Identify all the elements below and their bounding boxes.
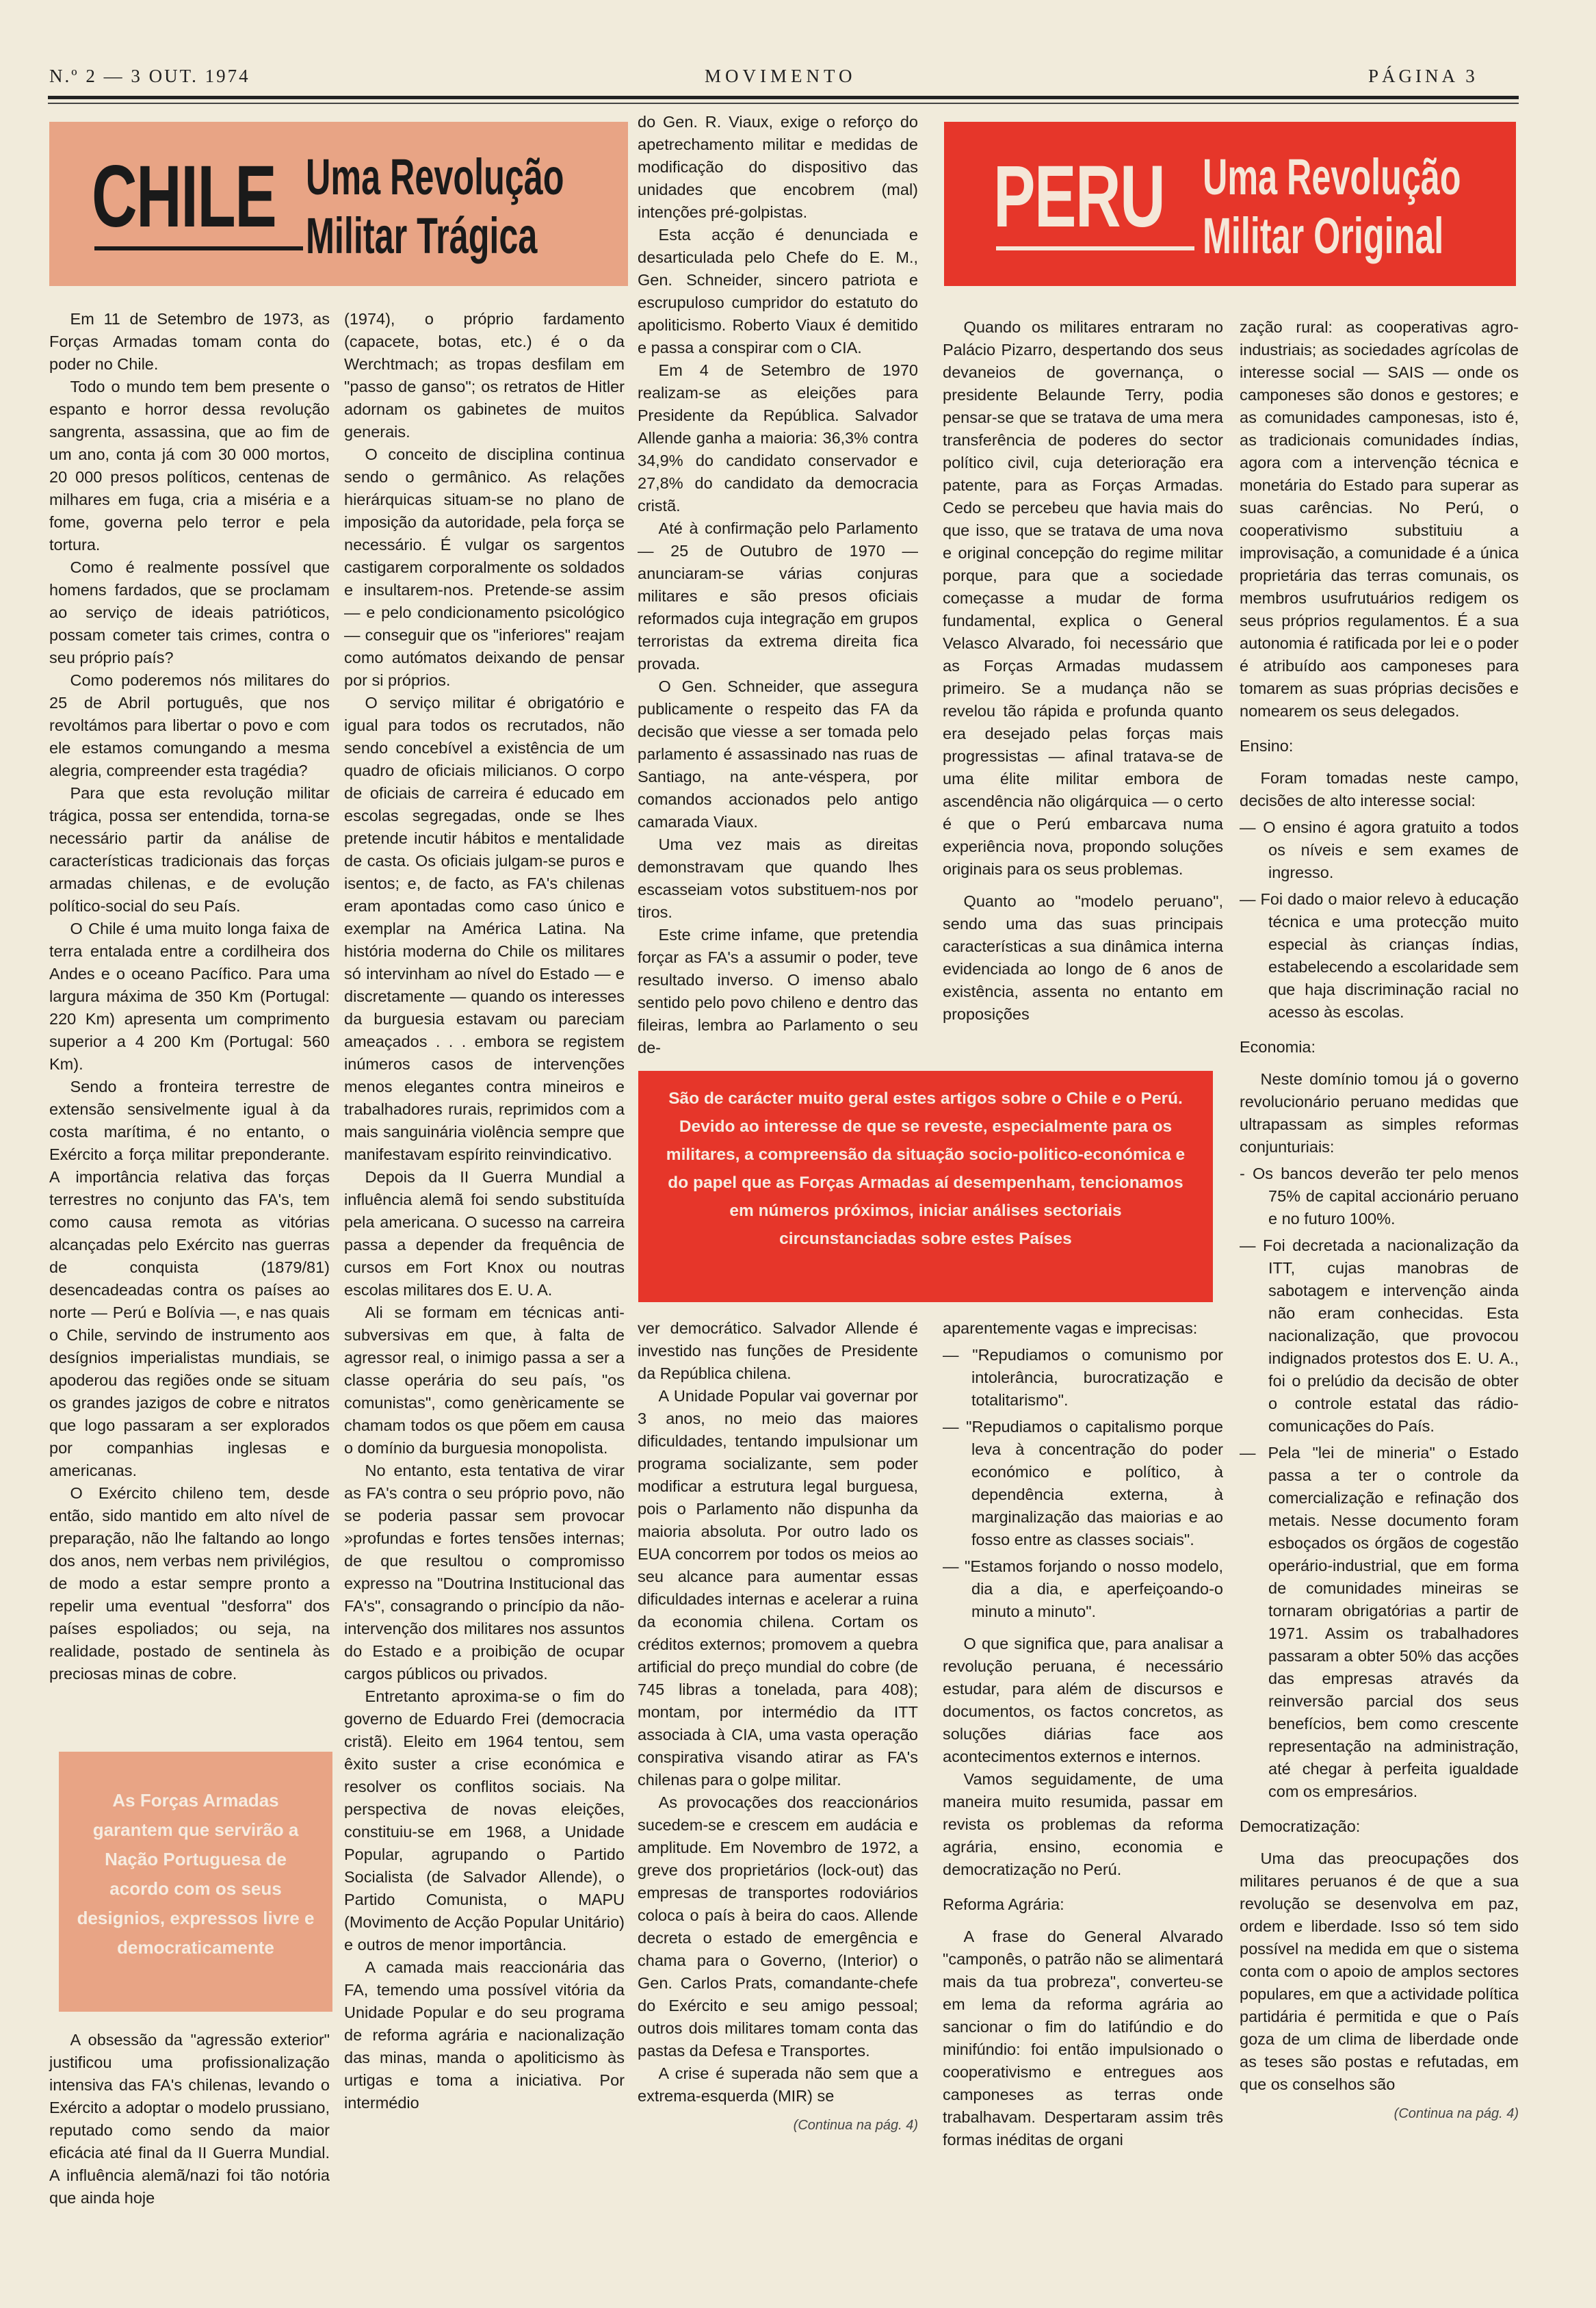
chile-callout-box (59, 1752, 332, 2012)
paragraph: Neste domínio tomou já o governo revolucionário peruano medidas que ultrapassam as simples reformas conjunturiais: (1240, 1070, 1519, 1156)
list-item: — "Estamos forjando o nosso modelo, dia a dia, e aperfeiçoando-o minuto a minuto". (943, 1557, 1223, 1620)
list-item: - Os bancos deverão ter pelo menos 75% de capital accionário peruano e no futuro 100%. (1240, 1165, 1519, 1228)
chile-column-3-bottom (638, 1317, 918, 2137)
section-label-economia: Economia: (1240, 1038, 1316, 1056)
paragraph: Como poderemos nós militares do 25 de Abril português, que nos revoltámos para libertar o povo e com ele estamos comungando a mesma alegria, compreender esta tragédia? (49, 671, 330, 779)
chile-subtitle-2: Militar Trágica (306, 207, 538, 264)
paragraph: Quando os militares entraram no Palácio Pizarro, despertando dos seus devaneios de governança, o presidente Belaunde Terry, podia pensar-se que se tratava de uma mera transferência de poderes do sector político civil, cuja deterioração era patente, para as Forças Armadas. Cedo se percebeu que havia mais do que isso, que se tratava de uma nova e original concepção do regime militar porque, para que a sociedade começasse a mudar de forma fundamental, explica o General Velasco Alvarado, foi necessário que as Forças Armadas mudassem primeiro. Se a mudança não se revelou tão rápida e profunda quanto era desejado pelas forças mais progressistas — afinal tratava-se de uma élite militar embora de ascendência não oligárquica — o certo é que o Perú embarcava numa experiência nova, propondo soluções originais para os seus problemas. (943, 318, 1223, 878)
paragraph: Entretanto aproxima-se o fim do governo de Eduardo Frei (democracia cristã). Eleito em 1964 tentou, sem êxito suster a crise económica e resolver os conflitos sociais. Na perspectiva de novas eleições, constituiu-se em 1968, a Unidade Popular, agrupando o Partido Socialista (de Salvador Allende), o Partido Comunista, o MAPU (Movimento de Acção Popular Unitário) e outros de menor importância. (344, 1687, 625, 1954)
newspaper-title: MOVIMENTO (705, 66, 856, 86)
paragraph: A obsessão da "agressão exterior" justificou uma profissionalização intensiva das FA's chilenas, levando o Exército a adoptar o modelo prussiano, reputado como sendo da maior eficácia até final da II Guerra Mundial. A influência alemã/nazi foi tão notória que ainda hoje (49, 2031, 330, 2207)
paragraph: A camada mais reaccionária das FA, temendo uma possível vitória da Unidade Popular e do seu programa de reforma agrária e nacionalização das minas, manda o apoliticismo às urtigas e toma a iniciativa. Por intermédio (344, 1958, 625, 2112)
paragraph: Foram tomadas neste campo, decisões de alto interesse social: (1240, 769, 1519, 809)
list-item: — Foi dado o maior relevo à educação técnica e uma protecção muito especial às crianças índias, estabelecendo a escolaridade sem que haja discriminação racial no acesso às escolas. (1240, 890, 1519, 1021)
peru-subtitle-2: Militar Original (1203, 207, 1444, 264)
continued-note: (Continua na pág. 4) (793, 2118, 918, 2133)
chile-column-3-top (638, 111, 918, 1059)
economia-list (1240, 1163, 1519, 1803)
list-item: — "Repudiamos o capitalismo porque leva à concentração do poder económico e político, à dependência externa, à marginalização das maiorias e ao fosso entre as classes sociais". (943, 1418, 1223, 1548)
chile-column-2 (344, 308, 625, 2114)
paragraph: Uma vez mais as direitas demonstravam que quando lhes escasseiam votos substituem-nos por tiros. (638, 835, 918, 921)
paragraph: A crise é superada não sem que a extrema-esquerda (MIR) se (638, 2064, 918, 2105)
paragraph: A frase do General Alvarado "camponês, o patrão não se alimentará mais da tua probreza", converteu-se em lema da reforma agrária ao sancionar o fim do latifúndio e do minifúndio: foi então impulsionado o cooperativismo e entregues aos camponeses as terras onde trabalhavam. Despertaram assim três formas inéditas de organi (943, 1928, 1223, 2149)
paragraph: Em 4 de Setembro de 1970 realizam-se as eleições para Presidente da República. Salvador Allende ganha a maioria: 36,3% contra 34,9% do candidato conservador e 27,8% do candidato da democracia cristã. (638, 361, 918, 515)
paragraph: O Gen. Schneider, que assegura publicamente o respeito das FA da decisão que viesse a ser tomada pelo parlamento é assassinado nas ruas de Santiago, na ante-véspera, por comandos accionados pelo antigo camarada Viaux. (638, 677, 918, 831)
section-label-democratizacao: Democratização: (1240, 1817, 1361, 1835)
peru-column-4-bottom (943, 1317, 1223, 2151)
chile-header (49, 122, 628, 286)
list-item: — O ensino é agora gratuito a todos os níveis e sem exames de ingresso. (1240, 818, 1519, 881)
list-item: — "Repudiamos o comunismo por intolerância, burocratização e totalitarismo". (943, 1346, 1223, 1409)
peru-title-underline (996, 246, 1194, 250)
paragraph: ver democrático. Salvador Allende é investido nas funções de Presidente da República chilena. (638, 1319, 918, 1382)
paragraph: Uma das preocupações dos militares peruanos é de que a sua revolução se desenvolva em paz, ordem e liberdade. Isso só tem sido possível na medida em que o sistema conta com o apoio de amplos sectores populares, em que a actividade política partidária é permitida e que o País goza de um clima de liberdade onde as teses são postas e refutadas, em que os conselhos são (1240, 1850, 1519, 2093)
peru-column-4-top (943, 316, 1223, 1026)
paragraph: No entanto, esta tentativa de virar as FA's contra o seu próprio povo, não se poderia passar sem provocar »profundas e fortes tensões internas; de que resultou o compromisso expresso na "Doutrina Institucional das FA's", consagrando o princípio da não-intervenção dos militares nos assuntos do Estado e a proibição de ocupar cargos públicos ou privados. (344, 1462, 625, 1683)
peru-title: PERU (993, 148, 1165, 246)
paragraph: Depois da II Guerra Mundial a influência alemã foi sendo substituída pela americana. O sucesso na carreira passa a depender da frequência de cursos em Fort Knox ou noutras escolas militares dos E. U. A. (344, 1168, 625, 1299)
masthead-rule-thin (48, 103, 1519, 104)
chile-column-1 (49, 308, 330, 1685)
section-label-reforma: Reforma Agrária: (943, 1895, 1064, 1913)
ensino-list (1240, 816, 1519, 1024)
paragraph: O serviço militar é obrigatório e igual para todos os recrutados, não sendo concebível a existência de um quadro de oficiais milicianos. O corpo de oficiais de carreira é educado em escolas segregadas, onde se lhes pretende incutir hábitos e mentalidade de casta. Os oficiais julgam-se puros e isentos; e, de facto, as FA's chilenas eram apontadas como caso único e exemplar na América Latina. Na história moderna do Chile os militares só intervinham ao nível do Estado — e discretamente — quando os interesses da burguesia estavam ou pareciam ameaçados . . . embora se registem inúmeros casos de intervenções menos elegantes contra mineiros e trabalhadores rurais, reprimidos com a mais sanguinária violência sempre que manifestavam espírito reinvindicativo. (344, 694, 625, 1163)
peru-column-5 (1240, 316, 1519, 2125)
paragraph: O Chile é uma muito longa faixa de terra entalada entre a cordilheira dos Andes e o oceano Pacífico. Para uma largura máxima de 350 Km (Portugal: 220 Km) apresenta um comprimento superior a 4 200 Km (Portugal: 560 Km). (49, 920, 330, 1073)
section-label-ensino: Ensino: (1240, 737, 1294, 755)
paragraph: A Unidade Popular vai governar por 3 anos, no meio das maiores dificuldades, tentando impulsionar um programa socializante, sem poder modificar a estrutura legal burguesa, pois o Parlamento não dispunha da maioria absoluta. Por outro lado os EUA concorrem por todos os meios ao seu alcance para aumentar essas dificuldades internas e acelerar a ruina da economia chilena. Cortam os créditos externos; promovem a quebra artificial do preço mundial do cobre (de 745 libras a tonelada, para 408); montam, por intermédio da ITT associada à CIA, uma vasta operação conspirativa visando atirar as FA's chilenas para o golpe militar. (638, 1387, 918, 1789)
paragraph: Sendo a fronteira terrestre de extensão sensivelmente igual à da costa marítima, é no entanto, o Exército a força militar preponderante. A importância relativa das forças terrestres no conjunto das FA's, tem como causa remota as vitórias alcançadas pelo Exército nas guerras de conquista (1879/81) desencadeadas contra os países ao norte — Perú e Bolívia —, e nas quais o Chile, servindo de instrumento aos desígnios imperialistas mundiais, se apoderou das regiões onde se situam os grandes jazigos de cobre e nitratos que logo passaram a ser explorados por companhias inglesas e americanas. (49, 1078, 330, 1479)
paragraph: zação rural: as cooperativas agro-industriais; as sociedades agrícolas de interesse social — SAIS — onde os camponeses são donos e gestores; e as comunidades camponesas, isto é, as tradicionais comunidades índias, agora com a intervenção técnica e monetária do Estado para superar as suas carências. No Perú, o cooperativismo substituiu a improvisação, a comunidade é a única proprietária das terras comunais, os membros usufrutuários redigem os seus próprios regulamentos. É a sua autonomia é ratificada por lei e o poder é atribuído aos camponeses para tomarem as suas próprias decisões e nomearem os seus delegados. (1240, 318, 1519, 720)
callout-text: As Forças Armadas garantem que servirão a Nação Portuguesa de acordo com os seus designios, expressos livre e democraticamente (77, 1790, 315, 1958)
paragraph: Ali se formam em técnicas anti-subversivas em que, à falta de agressor real, o inimigo passa a ser a classe operária do seu país, "os comunistas", como genèricamente se chamam todos os que põem em causa o domínio da burguesia monopolista. (344, 1304, 625, 1457)
paragraph: O que significa que, para analisar a revolução peruana, é necessário estudar, para além de discursos e documentos, os factos concretos, as soluções diárias face aos acontecimentos externos e internos. (943, 1635, 1223, 1765)
paragraph: Para que esta revolução militar trágica, possa ser entendida, torna-se necessário partir da análise de características tradicionais das forças armadas chilenas, e de evolução político-social do seu País. (49, 784, 330, 915)
paragraph: aparentemente vagas e imprecisas: (943, 1319, 1198, 1337)
paragraph: Esta acção é denunciada e desarticulada pelo Chefe do E. M., Gen. Schneider, sincero patriota e escrupuloso cumpridor do estatuto do apoliticismo. Roberto Viaux é demitido e passa a conspirar com o CIA. (638, 226, 918, 356)
paragraph: Até à confirmação pelo Parlamento — 25 de Outubro de 1970 — anunciaram-se várias conjuras militares e são presos oficiais reformados cuja integração em grupos terroristas da extrema direita fica provada. (638, 519, 918, 673)
quote-list (943, 1344, 1223, 1623)
paragraph: O conceito de disciplina continua sendo o germânico. As relações hierárquicas situam-se no plano de imposição da autoridade, pela força se necessário. É vulgar os sargentos castigarem corporalmente os soldados e insultarem-nos. Pretende-se assim — e pelo condicionamento psicológico — conseguir que os "inferiores" reajam como autómatos deixando de pensar por si próprios. (344, 445, 625, 689)
chile-column-1-bottom (49, 2029, 330, 2209)
peru-subtitle-1: Uma Revolução (1203, 148, 1461, 205)
peru-header (944, 122, 1516, 286)
paragraph: Em 11 de Setembro de 1973, as Forças Armadas tomam conta do poder no Chile. (49, 310, 330, 373)
list-item: — Pela "lei de mineria" o Estado passa a ter o controle da comercialização e refinação dos metais. Nesse documento foram esboçados os órgãos de cogestão operário-industrial, que em forma de comunidades mineiras se tornaram obrigatórias a partir de 1971. Assim os trabalhadores passaram a obter 50% das acções das empresas através da reinversão parcial dos seus benefícios, bem como crescente representação na administração, até chegar à perfeita igualdade com os empresários. (1240, 1444, 1519, 1800)
paragraph: do Gen. R. Viaux, exige o reforço do apetrechamento militar e medidas de modificação do dispositivo das unidades que encobrem (mal) intenções pré-golpistas. (638, 113, 918, 221)
editorial-note-text: São de carácter muito geral estes artigos sobre o Chile e o Perú. Devido ao interesse de que se reveste, especialmente para os militares, a compreensão da situação socio-politico-económica e do papel que as Forças Armadas aí desempenham, tencionamos em números próximos, iniciar análises sectoriais circunstanciadas sobre estes Países (666, 1089, 1186, 1248)
paragraph: O Exército chileno tem, desde então, sido mantido em alto nível de preparação, não lhe faltando ao longo dos anos, nem verbas nem privilégios, de modo a estar sempre pronto a repelir uma eventual "desforra" dos países espoliados; ou seja, na realidade, postado de sentinela às preciosas minas de cobre. (49, 1484, 330, 1683)
chile-subtitle-1: Uma Revolução (306, 148, 564, 205)
issue-date: N.º 2 — 3 OUT. 1974 (49, 66, 250, 86)
paragraph: Como é realmente possível que homens fardados, que se proclamam ao serviço de ideais patrióticos, possam cometer tais crimes, contra o seu próprio país? (49, 558, 330, 666)
editorial-note-box (638, 1071, 1213, 1302)
chile-title: CHILE (92, 148, 276, 246)
paragraph: (1974), o próprio fardamento (capacete, botas, etc.) é o da Werchtmach; as tropas desfilam em "passo de ganso"; os retratos de Hitler adornam os gabinetes de muitos generais. (344, 310, 625, 441)
continued-note: (Continua na pág. 4) (1394, 2106, 1519, 2121)
list-item: — Foi decretada a nacionalização da ITT, cujas manobras de sabotagem e intervenção ainda não eram conhecidas. Esta nacionalização, que provocou indignados protestos dos E. U. A., foi o prelúdio da decisão de obter o controle estatal das rádio-comunicações do País. (1240, 1236, 1519, 1435)
paragraph: As provocações dos reaccionários sucedem-se e crescem em audácia e amplitude. Em Novembro de 1972, a greve dos proprietários (lock-out) das empresas de transportes rodoviários coloca o país à beira do caos. Allende decreta o estado de emergência e chama para o Governo, (Interior) o Gen. Carlos Prats, comandante-chefe do Exército e seu amigo pessoal; outros dois militares tomam conta das pastas da Defesa e Transportes. (638, 1793, 918, 2060)
paragraph: Este crime infame, que pretendia forçar as FA's a assumir o poder, teve resultado inverso. O imenso abalo sentido pelo povo chileno e dentro das fileiras, lembra ao Parlamento o seu de- (638, 926, 918, 1056)
chile-title-underline (94, 246, 303, 250)
paragraph: Vamos seguidamente, de uma maneira muito resumida, passar em revista os problemas da reforma agrária, ensino, economia e democratização no Perú. (943, 1770, 1223, 1878)
paragraph: Todo o mundo tem bem presente o espanto e horror dessa revolução sangrenta, assassina, que ao fim de um ano, conta já com 30 000 mortos, 20 000 presos políticos, centenas de milhares em fuga, cria a miséria e a fome, governa pelo terror e pela tortura. (49, 378, 330, 554)
masthead-rule (48, 96, 1519, 99)
paragraph: Quanto ao "modelo peruano", sendo uma das suas principais características a sua dinâmica interna evidenciada ao longo de 6 anos de existência, assenta no entanto em proposições (943, 892, 1223, 1023)
page-number: PÁGINA 3 (1368, 66, 1478, 86)
